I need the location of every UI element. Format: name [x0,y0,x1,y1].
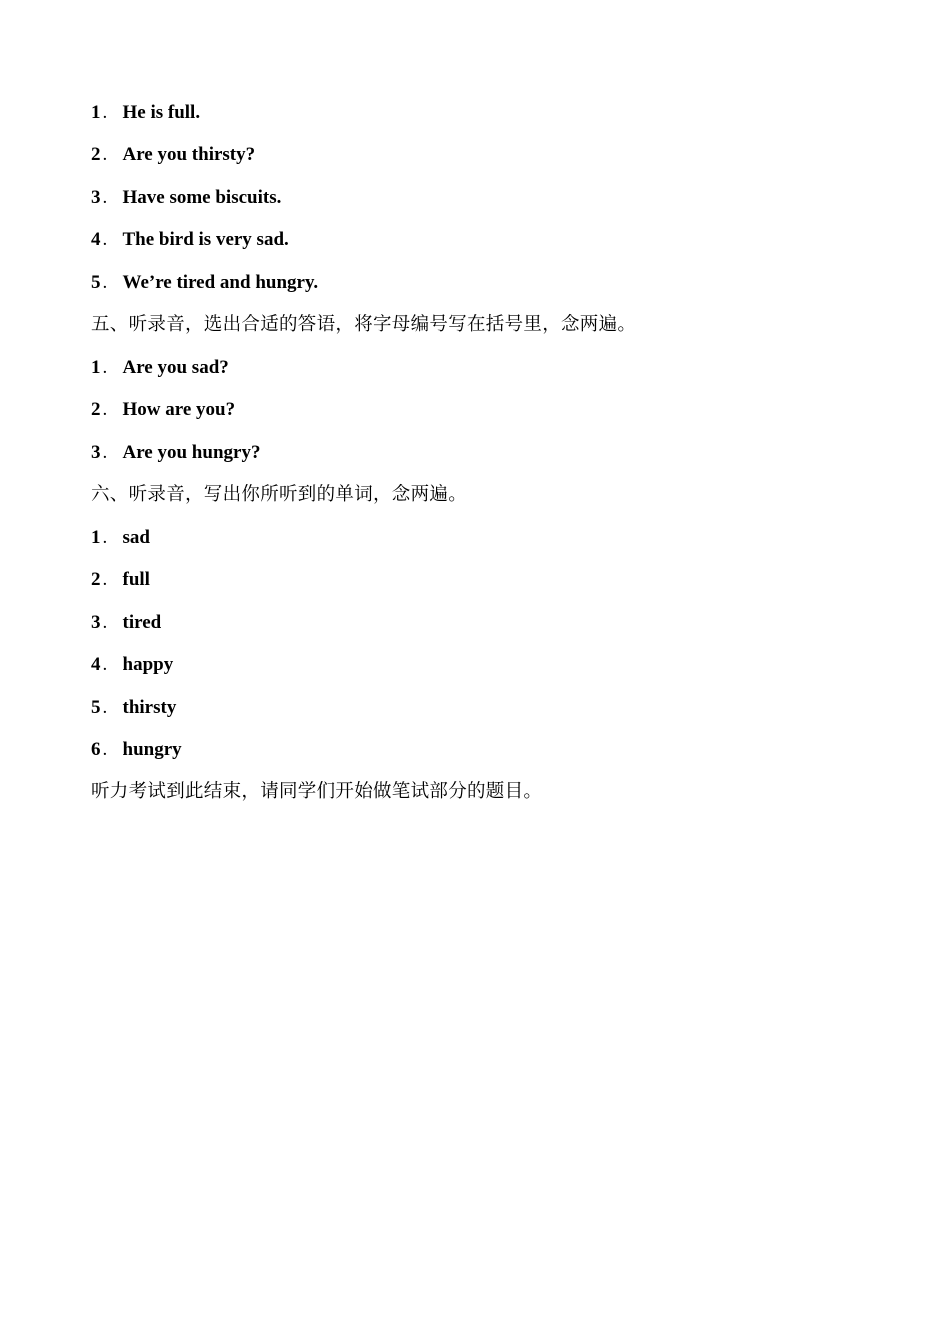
item-number: 4 [91,229,101,251]
item-number: 4 [91,654,101,676]
item-number: 6 [91,739,101,761]
document-page [91,91,871,814]
item-separator: . [102,356,108,378]
section5-item-1 [91,346,871,389]
item-text: Are you sad? [122,356,229,378]
item-separator: . [102,696,108,718]
item-text: thirsty [122,696,177,718]
section6-item-3 [91,601,871,644]
item-separator: . [102,229,108,251]
item-separator: . [102,186,108,208]
item-text: We’re tired and hungry. [122,271,319,293]
section6-item-1 [91,516,871,559]
item-separator: . [102,569,108,591]
item-separator: . [102,739,108,761]
item-number: 2 [91,144,101,166]
section4-item-3 [91,176,871,219]
item-separator: . [102,101,108,123]
item-separator: . [102,441,108,463]
item-text: happy [122,654,174,676]
section5-item-2 [91,389,871,432]
section6-item-5 [91,686,871,729]
section4-item-4 [91,219,871,262]
item-text: Are you thirsty? [122,144,256,166]
section4-item-2 [91,134,871,177]
item-number: 5 [91,696,101,718]
item-text: full [122,569,150,591]
item-text: Have some biscuits. [122,186,282,208]
section6-item-6 [91,729,871,772]
item-separator: . [102,144,108,166]
item-text: Are you hungry? [122,441,261,463]
item-number: 1 [91,356,101,378]
item-number: 1 [91,101,101,123]
item-text: He is full. [122,101,201,123]
item-separator: . [102,654,108,676]
section6-heading: 六、听录音，写出你所听到的单词，念两遍。 [91,484,468,505]
section6-item-4 [91,644,871,687]
item-number: 3 [91,611,101,633]
section6-item-2 [91,559,871,602]
section5-item-3 [91,431,871,474]
item-number: 2 [91,399,101,421]
item-separator: . [102,271,108,293]
item-number: 3 [91,441,101,463]
section4-item-5 [91,261,871,304]
item-separator: . [102,399,108,421]
item-text: The bird is very sad. [122,229,289,251]
section4-item-1 [91,91,871,134]
item-separator: . [102,526,108,548]
item-number: 5 [91,271,101,293]
item-separator: . [102,611,108,633]
item-text: hungry [122,739,182,761]
item-number: 3 [91,186,101,208]
item-number: 2 [91,569,101,591]
item-text: sad [122,526,150,548]
item-text: How are you? [122,399,236,421]
closing-note: 听力考试到此结束，请同学们开始做笔试部分的题目。 [91,782,543,802]
item-number: 1 [91,526,101,548]
item-text: tired [122,611,162,633]
section5-heading: 五、听录音，选出合适的答语，将字母编号写在括号里，念两遍。 [91,314,637,335]
